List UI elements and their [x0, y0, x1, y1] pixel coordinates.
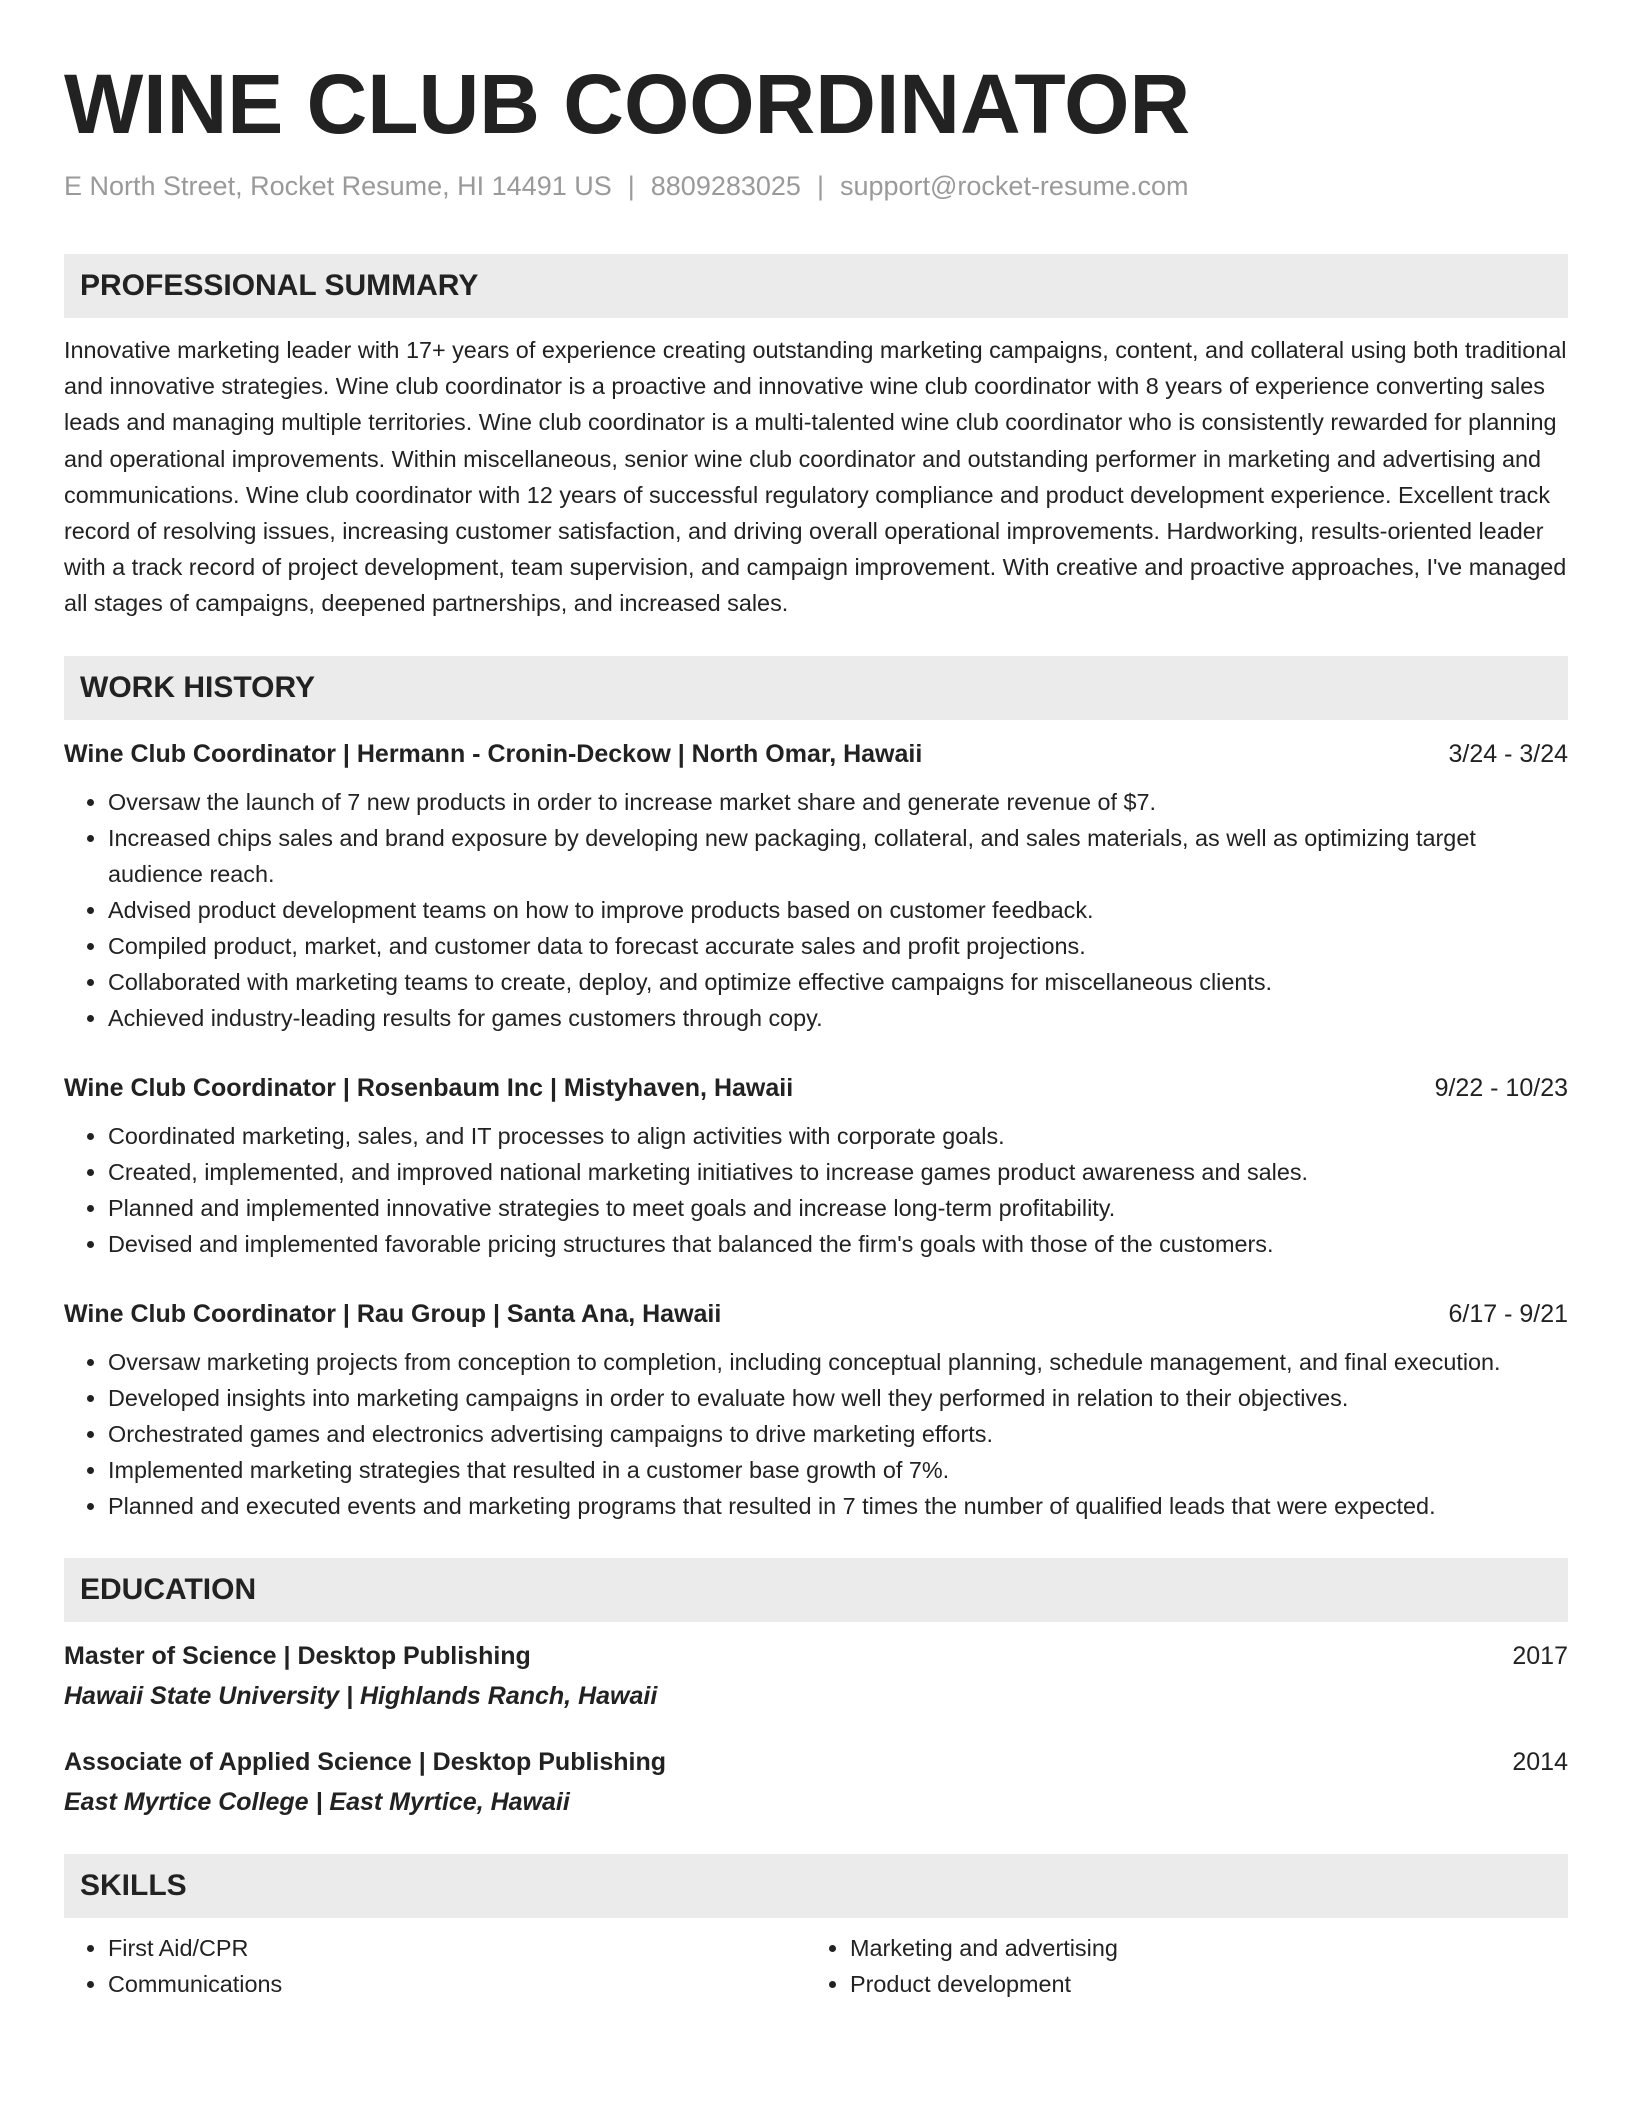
job-entry [64, 1296, 1568, 1524]
job-entry [64, 1070, 1568, 1262]
job-bullet: • Devised and implemented favorable pricing structures that balanced the firm's goals with those of the customers. [108, 1226, 1568, 1262]
education-degree: Master of Science | Desktop Publishing [64, 1641, 531, 1670]
job-dates: 6/17 - 9/21 [1448, 1299, 1568, 1328]
job-bullet: • Orchestrated games and electronics advertising campaigns to drive marketing efforts. [108, 1416, 1568, 1452]
skills-column-right [806, 1930, 1548, 2002]
job-bullet: • Planned and executed events and marketing programs that resulted in 7 times the number of qualified leads that were expected. [108, 1488, 1568, 1524]
contact-address: E North Street, Rocket Resume, HI 14491 US [64, 171, 612, 201]
job-bullet: • Achieved industry-leading results for games customers through copy. [108, 1000, 1568, 1036]
job-bullet: • Developed insights into marketing campaigns in order to evaluate how well they performed in relation to their objectives. [108, 1380, 1568, 1416]
contact-email: support@rocket-resume.com [839, 171, 1189, 201]
education-school: East Myrtice College | East Myrtice, Hawaii [64, 1787, 570, 1816]
section-header-skills: SKILLS [64, 1854, 1568, 1918]
job-bullets [64, 784, 1568, 1036]
job-bullet: • Oversaw the launch of 7 new products in order to increase market share and generate revenue of $7. [108, 784, 1568, 820]
job-title: Wine Club Coordinator | Hermann - Cronin-Deckow | North Omar, Hawaii [64, 739, 923, 768]
job-title: Wine Club Coordinator | Rau Group | Santa Ana, Hawaii [64, 1299, 722, 1328]
job-title: Wine Club Coordinator | Rosenbaum Inc | Mistyhaven, Hawaii [64, 1073, 794, 1102]
contact-phone: 8809283025 [650, 171, 801, 201]
skills-list [64, 1930, 1568, 2002]
skill-item: • First Aid/CPR [108, 1930, 806, 1966]
job-bullets [64, 1118, 1568, 1262]
summary-text: Innovative marketing leader with 17+ years of experience creating outstanding marketing campaigns, content, and collateral using both traditional and innovative strategies. Wine club coordinator is a proactive and innovative wine club coordinator with 8 years of experience converting sales leads and managing multiple territories. Wine club coordinator is a multi-talented wine club coordinator who is consistently rewarded for planning and operational improvements. Within miscellaneous, senior wine club coordinator and outstanding performer in marketing and advertising and communications. Wine club coordinator with 12 years of successful regulatory compliance and product development experience. Excellent track record of resolving issues, increasing customer satisfaction, and driving overall operational improvements. Hardworking, results-oriented leader with a track record of project development, team supervision, and campaign improvement. With creative and proactive approaches, I've managed all stages of campaigns, deepened partnerships, and increased sales. [64, 337, 1567, 617]
skills-column-left [64, 1930, 806, 2002]
job-bullet: • Compiled product, market, and customer data to forecast accurate sales and profit projections. [108, 928, 1568, 964]
job-bullet: • Planned and implemented innovative strategies to meet goals and increase long-term profitability. [108, 1190, 1568, 1226]
section-header-education: EDUCATION [64, 1558, 1568, 1622]
education-entry [64, 1744, 1568, 1820]
contact-line [64, 168, 1568, 204]
job-dates: 3/24 - 3/24 [1448, 739, 1568, 768]
job-bullet: • Advised product development teams on how to improve products based on customer feedback. [108, 892, 1568, 928]
job-bullet: • Coordinated marketing, sales, and IT processes to align activities with corporate goals. [108, 1118, 1568, 1154]
skill-item: • Product development [850, 1966, 1548, 2002]
job-bullet: • Oversaw marketing projects from conception to completion, including conceptual planning, schedule management, and final execution. [108, 1344, 1568, 1380]
job-entry [64, 736, 1568, 1036]
contact-separator: | [627, 171, 635, 201]
resume-page [64, 0, 1568, 2002]
job-bullets [64, 1344, 1568, 1524]
education-school: Hawaii State University | Highlands Ranch, Hawaii [64, 1681, 658, 1710]
job-bullet: • Collaborated with marketing teams to create, deploy, and optimize effective campaigns for miscellaneous clients. [108, 964, 1568, 1000]
job-bullet: • Implemented marketing strategies that resulted in a customer base growth of 7%. [108, 1452, 1568, 1488]
skill-item: • Marketing and advertising [850, 1930, 1548, 1966]
skill-item: • Communications [108, 1966, 806, 2002]
education-year: 2014 [1512, 1747, 1568, 1776]
section-header-work-history: WORK HISTORY [64, 656, 1568, 720]
contact-separator: | [816, 171, 824, 201]
education-degree: Associate of Applied Science | Desktop Publishing [64, 1747, 667, 1776]
job-dates: 9/22 - 10/23 [1434, 1073, 1568, 1102]
section-header-summary: PROFESSIONAL SUMMARY [64, 254, 1568, 318]
job-bullet: • Increased chips sales and brand exposure by developing new packaging, collateral, and sales materials, as well as optimizing target audience reach. [108, 820, 1568, 892]
education-year: 2017 [1512, 1641, 1568, 1670]
education-entry [64, 1638, 1568, 1714]
job-bullet: • Created, implemented, and improved national marketing initiatives to increase games product awareness and sales. [108, 1154, 1568, 1190]
candidate-name: WINE CLUB COORDINATOR [64, 57, 1191, 151]
